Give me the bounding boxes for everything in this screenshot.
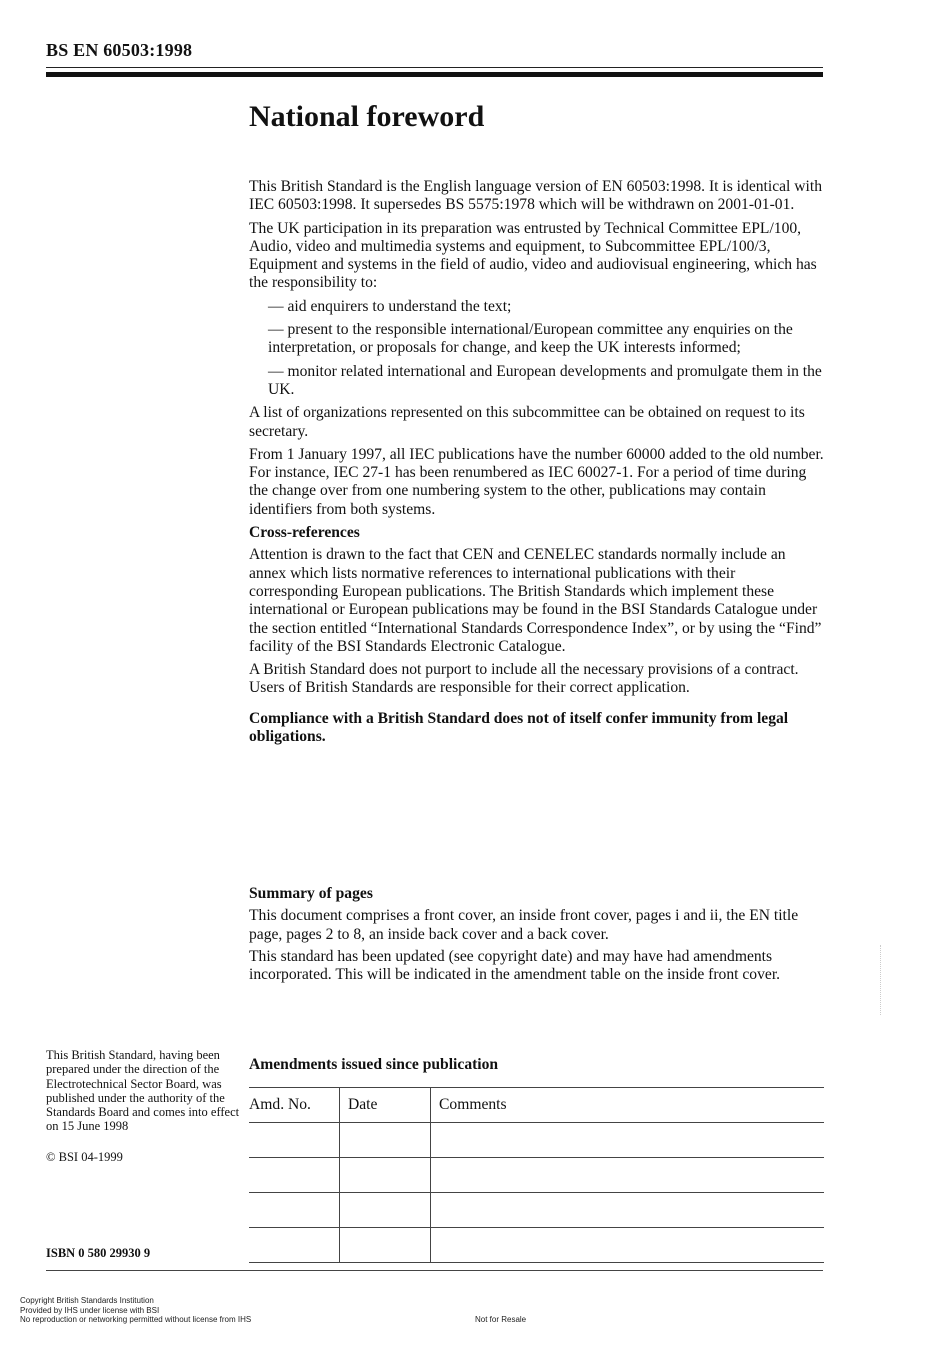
paragraph-contract: A British Standard does not purport to include all the necessary provisions of a contract. Users of British Standards are responsible for their correct application. [249, 661, 799, 697]
not-for-resale: Not for Resale [475, 1315, 527, 1324]
license-footer [20, 1296, 251, 1325]
summary-of-pages [249, 885, 824, 988]
amendments-table [249, 1087, 824, 1263]
publication-sidebar [46, 1048, 241, 1164]
paragraph-numbering: From 1 January 1997, all IEC publications have the number 60000 added to the old number. For instance, IEC 27-1 has been renumbered as IEC 60027-1. For a period of time during the change over from one numbering system to the other, publications may contain identifiers from both systems. [249, 445, 824, 518]
column-header-date: Date [340, 1088, 431, 1123]
summary-paragraph-contents: This document comprises a front cover, an inside front cover, pages i and ii, the EN title page, pages 2 to 8, an inside back cover and a back cover. [249, 907, 799, 943]
document-id: BS EN 60503:1998 [46, 40, 193, 60]
summary-paragraph-updated: This standard has been updated (see copyright date) and may have had amendments incorporated. This will be indicated in the amendment table on the inside front cover. [249, 947, 781, 984]
publication-statement: This British Standard, having been prepared under the direction of the Electrotechnical Sector Board, was published under the authority of the Standards Board and comes into effect on 15 June 1998 [46, 1048, 240, 1134]
list-item: — present to the responsible international/European committee any enquiries on the interpretation, or proposals for change, and keep the UK interests informed; [268, 321, 793, 357]
margin-mark [880, 945, 882, 1015]
header-rule-thin [46, 67, 823, 68]
isbn: ISBN 0 580 29930 9 [46, 1246, 151, 1260]
copyright-notice: © BSI 04-1999 [46, 1149, 123, 1164]
footer-copyright: Copyright British Standards Institution [20, 1296, 154, 1305]
table-row [249, 1158, 824, 1193]
table-row [249, 1228, 824, 1263]
footer-license: No reproduction or networking permitted without license from IHS [20, 1315, 252, 1324]
foreword-body [249, 178, 824, 751]
list-item: — monitor related international and European developments and promulgate them in the UK. [268, 362, 822, 398]
footer-provider: Provided by IHS under license with BSI [20, 1305, 160, 1315]
summary-heading: Summary of pages [249, 885, 373, 902]
amendments-title: Amendments issued since publication [249, 1056, 499, 1073]
column-header-amd-no: Amd. No. [249, 1088, 340, 1123]
paragraph-uk-participation: The UK participation in its preparation was entrusted by Technical Committee EPL/100, Audio, video and multimedia systems and equipment, to Subcommittee EPL/100/3, Equipment and systems in the field of audio, video and audiovisual engineering, which has the responsibility to: [249, 219, 817, 292]
footer-rule [46, 1270, 823, 1271]
page-title: National foreword [249, 100, 485, 133]
table-row [249, 1123, 824, 1158]
paragraph-cross-references: Attention is drawn to the fact that CEN and CENELEC standards normally include an annex which lists normative references to international publications with their corresponding European publications. The British Standards which implement these international or European publications may be found in the BSI Standards Catalogue under the section entitled “International Standards Correspondence Index”, or by using the “Find” facility of the BSI Standards Electronic Catalogue. [249, 546, 822, 655]
list-item: — aid enquirers to understand the text; [268, 297, 512, 315]
table-header-row [249, 1088, 824, 1123]
compliance-statement: Compliance with a British Standard does not of itself confer immunity from legal obligations. [249, 709, 789, 746]
header-rule-thick [46, 72, 823, 77]
column-header-comments: Comments [431, 1088, 825, 1123]
paragraph-language-version: This British Standard is the English language version of EN 60503:1998. It is identical with IEC 60503:1998. It supersedes BS 5575:1978 which will be withdrawn on 2001-01-01. [249, 178, 822, 214]
paragraph-organizations: A list of organizations represented on this subcommittee can be obtained on request to its secretary. [249, 404, 805, 440]
table-row [249, 1193, 824, 1228]
cross-references-heading: Cross-references [249, 524, 360, 542]
